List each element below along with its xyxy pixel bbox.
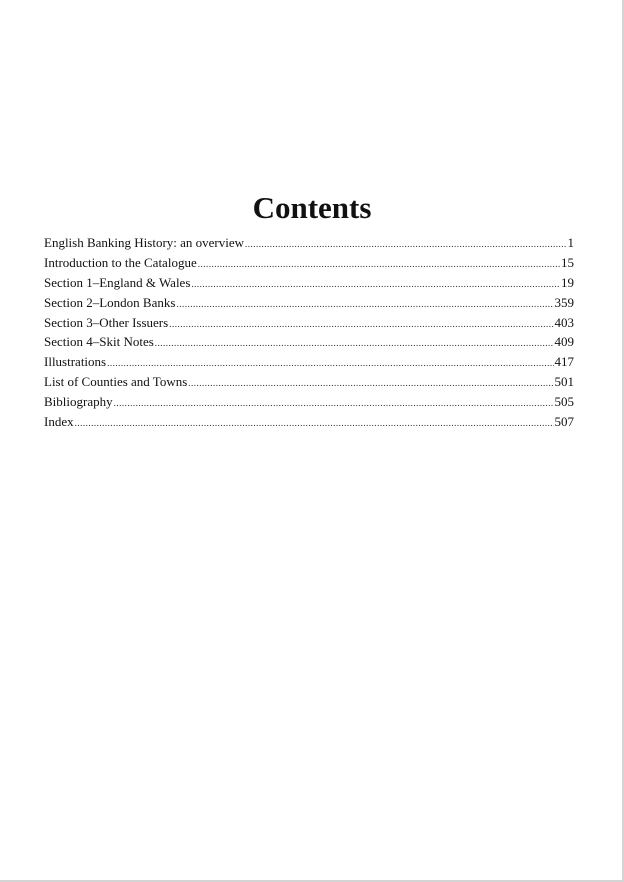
toc-dot-leader <box>245 235 566 255</box>
toc-entry-label: Section 4–Skit Notes <box>44 334 154 350</box>
toc-entry-page: 15 <box>561 254 574 270</box>
toc-entry-label: Introduction to the Catalogue <box>44 254 197 270</box>
toc-entry-label: Bibliography <box>44 394 113 410</box>
toc-dot-leader <box>114 394 554 414</box>
toc-entry-label: Section 2–London Banks <box>44 294 176 310</box>
toc-dot-leader <box>155 334 554 354</box>
toc-entry[interactable] <box>44 392 574 412</box>
toc-dot-leader <box>191 275 560 295</box>
toc-entry[interactable] <box>44 412 574 432</box>
toc-entry[interactable] <box>44 273 574 293</box>
toc-entry[interactable] <box>44 352 574 372</box>
toc-dot-leader <box>176 295 553 315</box>
toc-entry-label: Illustrations <box>44 354 107 370</box>
toc-entry-label: List of Counties and Towns <box>44 374 188 390</box>
toc-entry-page: 507 <box>554 414 574 430</box>
toc-entry-page: 501 <box>554 374 574 390</box>
table-of-contents <box>44 233 574 432</box>
toc-entry-page: 505 <box>554 394 574 410</box>
toc-entry[interactable] <box>44 372 574 392</box>
toc-entry-label: Section 1–England & Wales <box>44 274 191 290</box>
toc-entry[interactable] <box>44 253 574 273</box>
toc-dot-leader <box>188 374 553 394</box>
toc-entry-label: Index <box>44 414 74 430</box>
page-title: Contents <box>252 190 372 225</box>
toc-entry-page: 409 <box>554 334 574 350</box>
toc-entry[interactable] <box>44 293 574 313</box>
toc-entry-page: 359 <box>554 294 574 310</box>
toc-entry-page: 403 <box>554 314 574 330</box>
toc-dot-leader <box>75 414 554 434</box>
toc-entry[interactable] <box>44 233 574 253</box>
toc-entry-page: 417 <box>554 354 574 370</box>
toc-dot-leader <box>169 315 553 335</box>
toc-entry-label: Section 3–Other Issuers <box>44 314 169 330</box>
toc-dot-leader <box>198 255 560 275</box>
toc-entry[interactable] <box>44 313 574 333</box>
toc-entry-label: English Banking History: an overview <box>44 235 245 250</box>
toc-entry-page: 19 <box>561 274 574 290</box>
toc-entry-page: 1 <box>567 235 574 250</box>
toc-entry[interactable] <box>44 332 574 352</box>
